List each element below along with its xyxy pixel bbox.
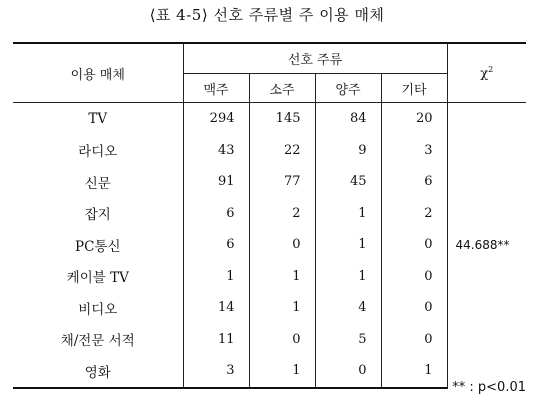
cell: 1 — [315, 261, 381, 293]
cell: 6 — [381, 166, 447, 198]
cell: 1 — [315, 198, 381, 230]
cell: 1 — [381, 355, 447, 388]
media-label: 신문 — [13, 166, 183, 198]
cell: 14 — [217, 300, 235, 316]
cell: 11 — [217, 331, 235, 347]
cell: 5 — [315, 324, 381, 356]
cell: 0 — [381, 261, 447, 293]
cell: 84 — [315, 103, 381, 135]
cell: 145 — [249, 103, 315, 135]
cell: 43 — [217, 142, 235, 158]
media-label: 채/전문 서적 — [13, 324, 183, 356]
cell: 1 — [249, 292, 315, 324]
chi-square-value: 44.688** — [447, 103, 526, 388]
media-label: 비디오 — [13, 292, 183, 324]
cell: 2 — [249, 198, 315, 230]
cell: 6 — [226, 237, 235, 253]
media-label: 케이블 TV — [13, 261, 183, 293]
cell: 1 — [249, 261, 315, 293]
media-table — [13, 42, 526, 389]
cell: 1 — [249, 355, 315, 388]
cell: 0 — [381, 324, 447, 356]
cell: 294 — [209, 111, 235, 127]
header-col: 맥주 — [183, 74, 249, 103]
media-label: PC통신 — [13, 229, 183, 261]
table-caption: ⟨표 4-5⟩ 선호 주류별 주 이용 매체 — [149, 6, 385, 24]
significance-footnote: ** : p<0.01 — [452, 380, 526, 395]
cell: 2 — [381, 198, 447, 230]
header-media: 이용 매체 — [13, 43, 183, 103]
cell: 22 — [249, 135, 315, 167]
cell: 6 — [226, 205, 235, 221]
cell: 1 — [226, 268, 235, 284]
media-label: 라디오 — [13, 135, 183, 167]
header-col: 기타 — [381, 74, 447, 103]
media-label: 잡지 — [13, 198, 183, 230]
cell: 1 — [315, 229, 381, 261]
media-label: 영화 — [13, 355, 183, 388]
header-group: 선호 주류 — [183, 43, 447, 74]
header-stat: $\chi^2$ — [447, 43, 526, 103]
media-label: TV — [13, 103, 183, 135]
cell: 0 — [381, 229, 447, 261]
cell: 4 — [315, 292, 381, 324]
cell: 77 — [249, 166, 315, 198]
header-col: 소주 — [249, 74, 315, 103]
header-col: 양주 — [315, 74, 381, 103]
cell: 0 — [315, 355, 381, 388]
cell: 0 — [249, 324, 315, 356]
cell: 91 — [217, 174, 235, 190]
cell: 9 — [315, 135, 381, 167]
cell: 45 — [315, 166, 381, 198]
cell: 3 — [381, 135, 447, 167]
cell: 0 — [249, 229, 315, 261]
table-row — [13, 103, 526, 135]
cell: 0 — [381, 292, 447, 324]
cell: 20 — [381, 103, 447, 135]
cell: 3 — [183, 355, 249, 388]
